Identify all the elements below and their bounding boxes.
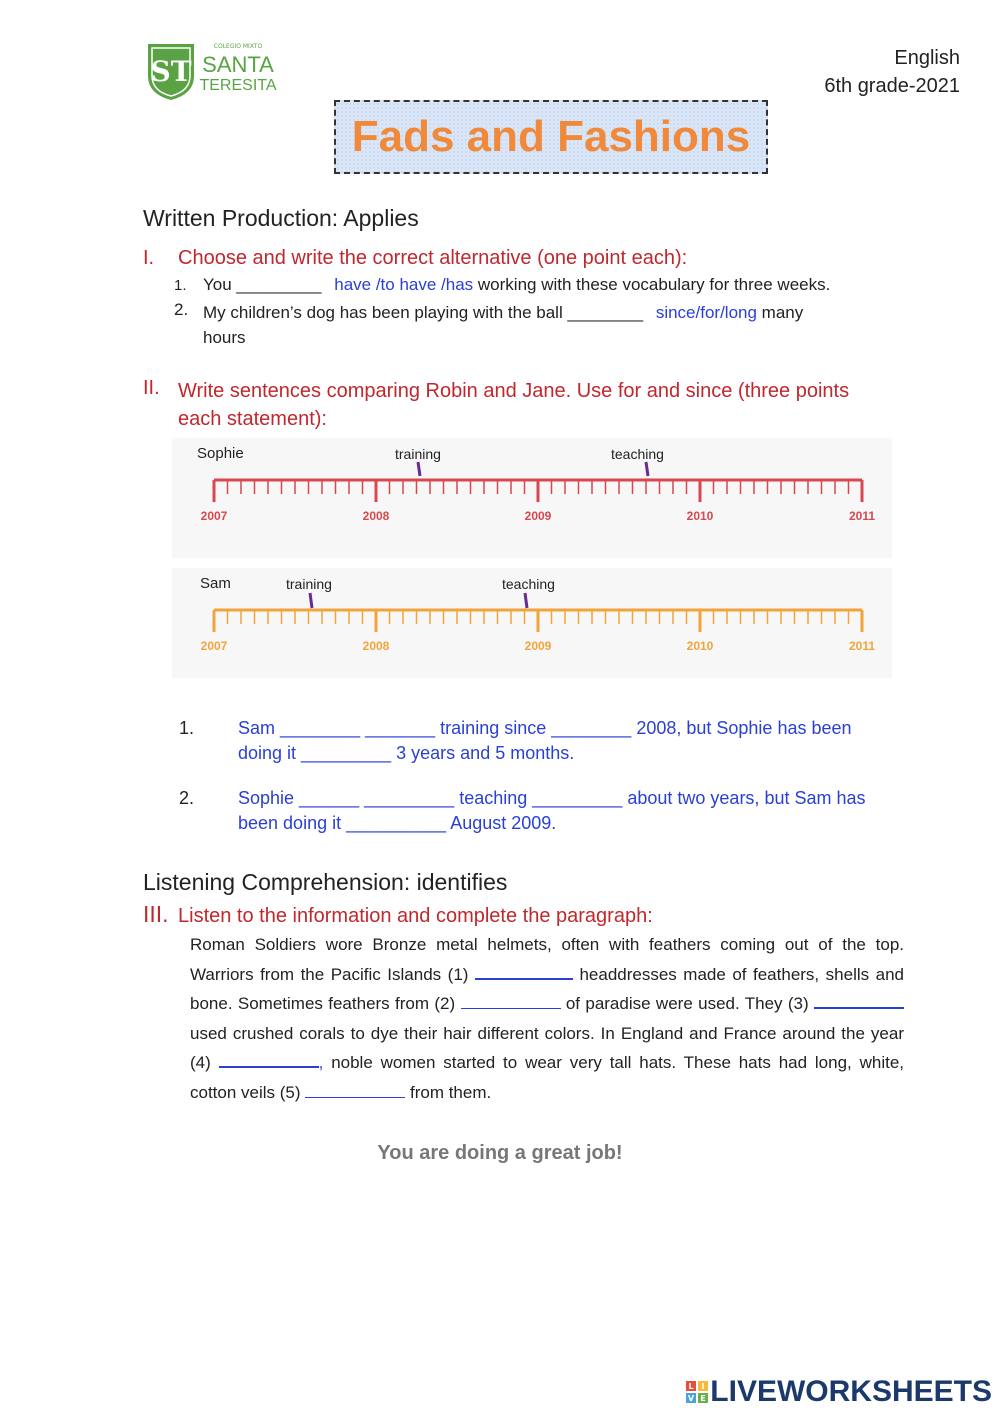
paragraph-part-1: Roman Soldiers wore Bronze metal helmets, often with feathers coming out of the top. Warriors from the Pacific Islands (1) <box>190 935 904 984</box>
question-2-post: many <box>756 303 804 322</box>
blank-2-input[interactable] <box>461 1008 561 1009</box>
section-listening-heading: Listening Comprehension: identifies <box>143 869 508 895</box>
sophie-training-label: training <box>395 446 441 462</box>
paragraph-part-6: from them. <box>405 1082 492 1102</box>
answer-1-number: 1. <box>179 718 195 738</box>
blank-3-input[interactable] <box>814 1007 904 1009</box>
sophie-ticks <box>214 480 862 502</box>
lw-icon-letter: L <box>688 1382 694 1391</box>
listening-paragraph <box>190 930 904 1108</box>
sam-ticks <box>214 610 862 632</box>
question-2 <box>174 300 188 320</box>
question-1-text <box>203 275 830 295</box>
answer-2-line2: been doing it __________ August 2009. <box>238 813 557 833</box>
sophie-training-marker <box>418 462 420 476</box>
part3-numeral: III. <box>143 901 169 927</box>
tl-sophie-year-label: 2008 <box>362 509 390 523</box>
paragraph-part-2: headdresses made of feathers, shells and bone. Sometimes feathers from (2) <box>190 964 904 1014</box>
paragraph-part-5: noble women started to wear very tall hats. These hats had long, white, cotton veils (5) <box>190 1053 905 1102</box>
answer-2-line1: Sophie ______ _________ teaching _________ about two years, but Sam has <box>238 788 866 808</box>
liveworksheets-brand-text: LIVEWORKSHEETS <box>710 1375 992 1408</box>
title-box <box>334 100 768 174</box>
section-written-production-heading: Written Production: Applies <box>143 205 419 231</box>
question-2-options: since/for/long <box>655 303 757 322</box>
sophie-teaching-label: teaching <box>611 446 664 462</box>
tl-sophie-year-label: 2010 <box>686 509 714 523</box>
lw-icon-letter: V <box>688 1394 695 1403</box>
sam-teaching-label: teaching <box>502 576 555 592</box>
question-1-pre: You _________ <box>203 275 327 294</box>
sophie-years <box>201 509 876 523</box>
logo-top-text: COLEGIO MIXTO <box>213 43 263 50</box>
question-1-number: 1. <box>174 277 187 294</box>
liveworksheets-brand[interactable] <box>686 1375 992 1409</box>
page-title: Fads and Fashions <box>351 112 751 161</box>
tl-sophie-year-label: 2011 <box>848 509 876 523</box>
sam-training-label: training <box>286 576 332 592</box>
lw-icon-letter: I <box>701 1382 705 1391</box>
sophie-timeline <box>172 438 892 558</box>
tl-sam-year-label: 2010 <box>686 639 714 653</box>
tl-sophie-year-label: 2009 <box>524 509 552 523</box>
blank-5-input[interactable] <box>305 1097 405 1098</box>
part2-numeral: II. <box>143 377 160 399</box>
sam-timeline <box>172 568 892 678</box>
paragraph-comma: , <box>318 1053 324 1073</box>
part1-numeral: I. <box>143 247 155 269</box>
tl-sam-year-label: 2009 <box>524 639 552 653</box>
sophie-name: Sophie <box>197 445 244 462</box>
blank-1-input[interactable] <box>475 978 573 980</box>
tl-sam-year-label: 2008 <box>362 639 390 653</box>
question-2-number: 2. <box>174 300 189 319</box>
part2-instruction-line2: each statement): <box>178 408 327 430</box>
question-1-options: have /to have /has <box>334 275 474 294</box>
paragraph-part-4: used crushed corals to dye their hair different colors. In England and France around the year (4) <box>190 1023 904 1073</box>
sophie-teaching-marker <box>646 462 648 476</box>
liveworksheets-logo-icon <box>686 1377 708 1403</box>
tl-sam-year-label: 2007 <box>200 639 228 653</box>
blank-4-input[interactable] <box>219 1066 319 1068</box>
answer-1-line2: doing it _________ 3 years and 5 months. <box>238 743 575 763</box>
answer-2-number: 2. <box>179 788 195 808</box>
logo-monogram: ST <box>150 55 192 88</box>
paragraph-part-3: of paradise were used. They (3) <box>560 994 814 1014</box>
answer-2 <box>238 786 866 836</box>
school-logo <box>142 36 280 102</box>
sam-name: Sam <box>200 575 231 592</box>
grade-label: 6th grade-2021 <box>824 75 960 97</box>
part2-instruction-line1: Write sentences comparing Robin and Jane. Use for and since (three points <box>178 380 850 402</box>
subject-label: English <box>894 47 960 69</box>
encouragement-message: You are doing a great job! <box>377 1142 623 1164</box>
question-2-text <box>203 300 903 350</box>
question-2-wrap: hours <box>203 328 246 347</box>
part1-instruction: Choose and write the correct alternative (one point each): <box>178 247 688 269</box>
sam-years <box>201 639 876 653</box>
logo-name-line1: SANTA <box>202 52 274 77</box>
logo-name-line2: TERESITA <box>199 77 277 94</box>
part3-instruction: Listen to the information and complete the paragraph: <box>178 905 653 927</box>
header-info <box>824 44 960 100</box>
lw-icon-letter: E <box>700 1394 707 1403</box>
answer-1 <box>238 716 852 766</box>
question-1-post: working with these vocabulary for three weeks. <box>473 275 831 294</box>
sam-teaching-marker <box>525 593 527 608</box>
part2-instruction <box>178 377 849 433</box>
sam-training-marker <box>310 593 312 608</box>
question-2-pre: My children’s dog has been playing with the ball ________ <box>203 303 648 322</box>
tl-sophie-year-label: 2007 <box>200 509 228 523</box>
question-1 <box>174 275 187 295</box>
answer-1-line1: Sam ________ _______ training since ________ 2008, but Sophie has been <box>238 718 852 738</box>
tl-sam-year-label: 2011 <box>848 639 876 653</box>
